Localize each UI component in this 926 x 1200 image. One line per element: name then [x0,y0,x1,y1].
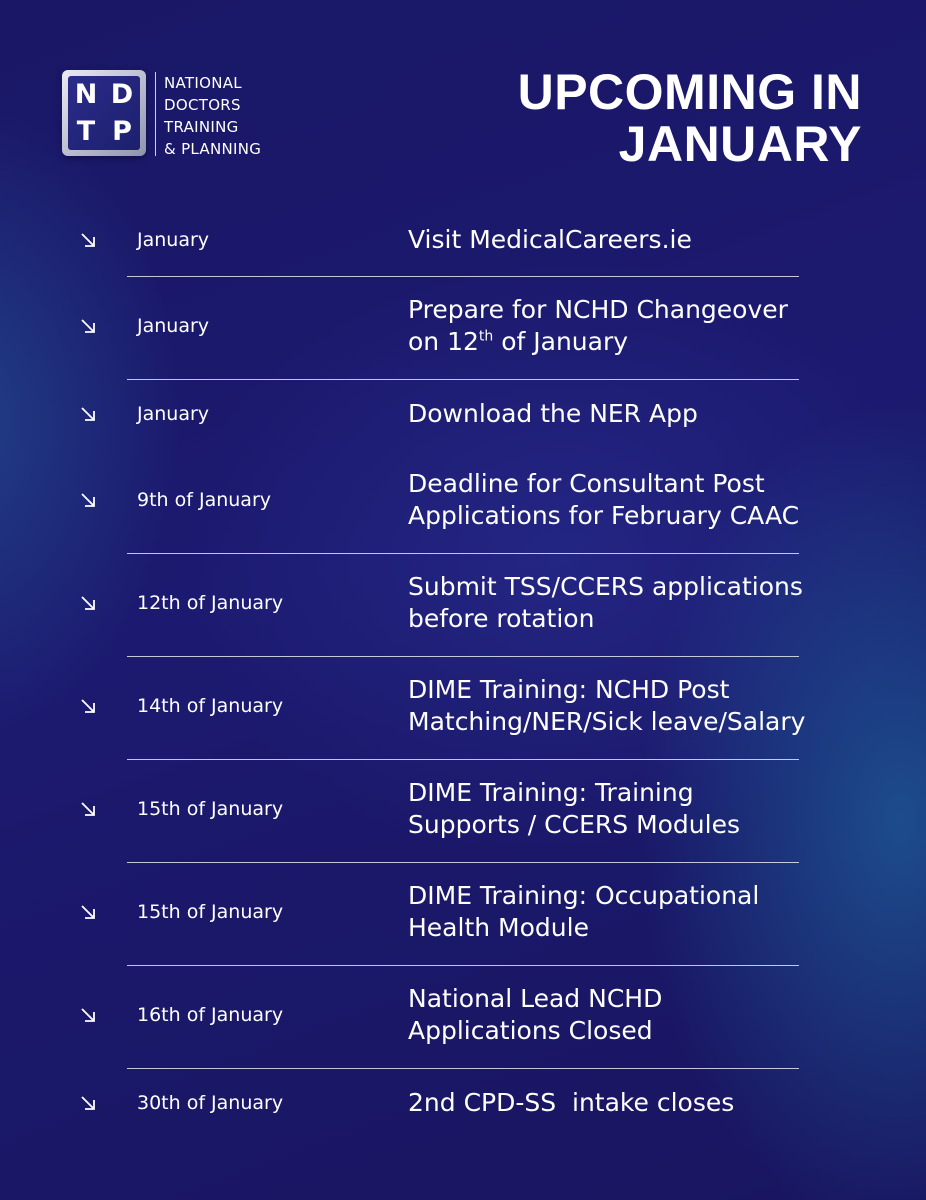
arrow-down-right-icon [78,902,98,922]
event-description: Submit TSS/CCERS applications before rotation [408,572,803,633]
event-date: 9th of January [137,489,272,511]
event-row [0,467,926,533]
event-description: National Lead NCHD Applications Closed [408,984,663,1045]
event-row [0,673,926,739]
logo-letter-t: T [76,116,96,147]
arrow-down-right-icon [78,1093,98,1113]
event-description: DIME Training: Occupational Health Module [408,881,760,942]
org-name-line: TRAINING [164,118,239,136]
page-title [518,66,862,170]
organization-name [164,72,261,160]
arrow-down-right-icon [78,593,98,613]
arrow-down-right-icon [78,404,98,424]
logo-letter-d: D [110,79,134,110]
event-description: Visit MedicalCareers.ie [408,225,692,254]
event-row [0,776,926,842]
event-description: DIME Training: Training Supports / CCERS Modules [408,778,740,839]
org-name-line: & PLANNING [164,140,262,158]
event-description: Prepare for NCHD Changeover on 12th of January [408,295,788,356]
event-row [0,982,926,1048]
logo-divider [155,72,156,156]
event-description: 2nd CPD-SS intake closes [408,1088,735,1117]
row-divider [127,759,799,760]
row-divider [127,553,799,554]
event-row [0,222,926,258]
arrow-down-right-icon [78,230,98,250]
event-date: January [137,315,210,337]
event-date: 15th of January [137,901,284,923]
event-description: Download the NER App [408,399,698,428]
event-row [0,879,926,945]
title-line: UPCOMING IN [517,64,862,120]
row-divider [127,1068,799,1069]
event-date: 15th of January [137,798,284,820]
event-description: DIME Training: NCHD Post Matching/NER/Sick leave/Salary [408,675,806,736]
logo-monogram [68,76,140,150]
org-name-line: DOCTORS [164,96,241,114]
event-row [0,1085,926,1121]
row-divider [127,656,799,657]
arrow-down-right-icon [78,1005,98,1025]
event-date: January [137,229,210,251]
arrow-down-right-icon [78,799,98,819]
event-row [0,293,926,359]
arrow-down-right-icon [78,316,98,336]
row-divider [127,862,799,863]
event-row [0,570,926,636]
org-name-line: NATIONAL [164,74,242,92]
row-divider [127,276,799,277]
event-date: 14th of January [137,695,284,717]
arrow-down-right-icon [78,696,98,716]
event-description: Deadline for Consultant Post Applications for February CAAC [408,469,800,530]
row-divider [127,965,799,966]
title-line: JANUARY [618,116,862,172]
event-date: 30th of January [137,1092,284,1114]
logo-letter-p: P [112,116,132,147]
row-divider [127,379,799,380]
arrow-down-right-icon [78,490,98,510]
event-row [0,396,926,432]
event-date: 12th of January [137,592,284,614]
event-date: January [137,403,210,425]
event-date: 16th of January [137,1004,284,1026]
ndtp-logo [62,70,146,156]
logo-letter-n: N [74,79,98,110]
